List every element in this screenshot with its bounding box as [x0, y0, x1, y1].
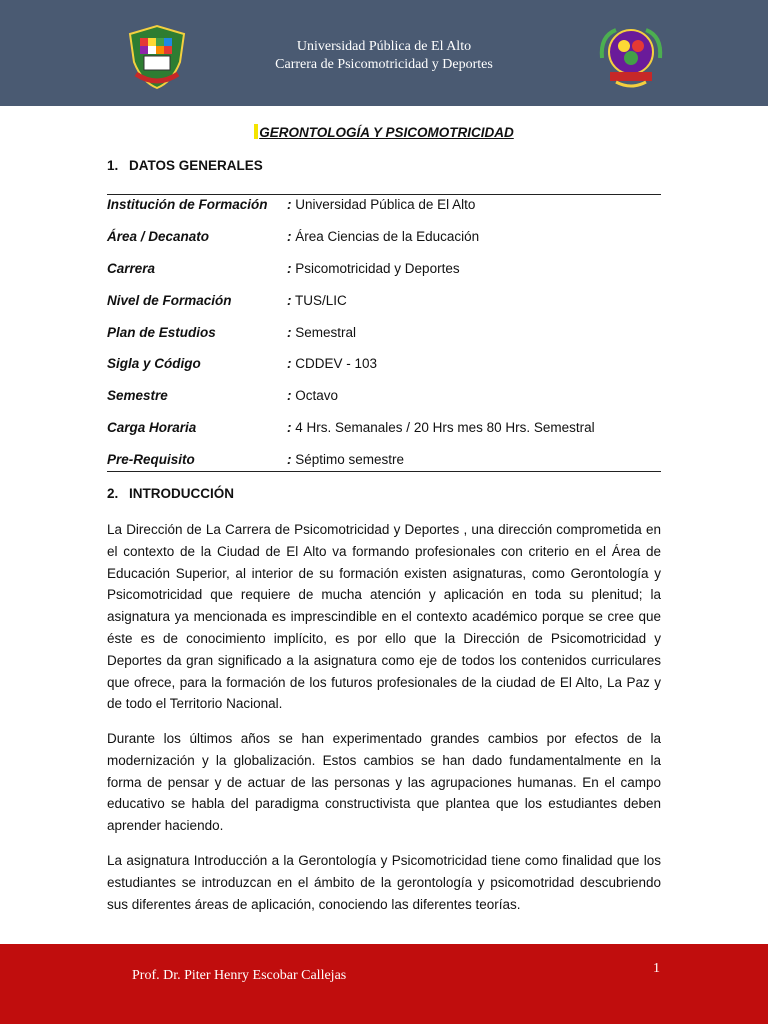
page-header — [0, 0, 768, 106]
info-row — [107, 418, 661, 438]
info-label: Sigla y Código — [107, 356, 201, 371]
info-label: Carga Horaria — [107, 420, 197, 435]
info-value: : TUS/LIC — [287, 293, 347, 308]
info-label: Pre-Requisito — [107, 452, 195, 467]
section-heading-intro — [107, 486, 234, 501]
info-value: : Séptimo semestre — [287, 452, 405, 467]
section-title: INTRODUCCIÓN — [129, 486, 234, 501]
info-value: : Psicomotricidad y Deportes — [287, 261, 460, 276]
section-heading-general — [107, 158, 263, 173]
info-label: Plan de Estudios — [107, 325, 216, 340]
info-value: : CDDEV - 103 — [287, 356, 378, 371]
info-value: : Universidad Pública de El Alto — [287, 197, 476, 212]
university-name: Universidad Pública de El Alto — [296, 39, 472, 54]
author-name: Prof. Dr. Piter Henry Escobar Callejas — [132, 968, 347, 983]
info-row — [107, 259, 661, 279]
info-label: Carrera — [107, 261, 156, 276]
section-number: 2. — [107, 486, 119, 501]
career-emblem-icon — [596, 22, 666, 92]
info-row — [107, 291, 661, 311]
info-value: : Semestral — [287, 325, 357, 340]
intro-paragraph: La Dirección de La Carrera de Psicomotricidad y Deportes , una dirección comprometida en el contexto de la Ciudad de El Alto va formando profesionales con criterio en el Área de Educación Superior, al interior de su formación existen asignaturas, como Gerontología y Psicomotricidad que requiere de mucha atención y aplicación en toda su plenitud; la asignatura ya mencionada es imprescindible en el contexto académico porque se cree que éste es de conocimiento implícito, es por ello que la Dirección de Psicomotricidad y Deportes da gran significado a la asignatura como eje de todos los contenidos curriculares que ofrece, para la formación de los futuros profesionales de la ciudad de El Alto, La Paz y de todo el Territorio Nacional. — [107, 522, 661, 712]
info-row — [107, 354, 661, 374]
info-label: Semestre — [107, 388, 168, 403]
info-row — [107, 386, 661, 406]
info-row — [107, 195, 661, 215]
info-row — [107, 227, 661, 247]
intro-paragraph: La asignatura Introducción a la Gerontología y Psicomotricidad tiene como finalidad que los estudiantes se introduzcan en el ámbito de la gerontología y psicomotridad descubriendo sus diferentes áreas de aplicación, conociendo las diferentes teorías. — [107, 853, 661, 912]
document-title-text: GERONTOLOGÍA Y PSICOMOTRICIDAD — [259, 125, 514, 140]
info-value: : Área Ciencias de la Educación — [287, 229, 480, 244]
document-title — [0, 124, 768, 140]
info-value: : Octavo — [287, 388, 339, 403]
info-row — [107, 323, 661, 343]
info-value: : 4 Hrs. Semanales / 20 Hrs mes 80 Hrs. Semestral — [287, 420, 595, 435]
info-label: Área / Decanato — [107, 229, 210, 244]
info-row — [107, 450, 661, 470]
intro-paragraph: Durante los últimos años se han experimentado grandes cambios por efectos de la modernización y la globalización. Estos cambios se han dado fundamentalmente en la forma de pensar y de actuar de las personas y las agrupaciones humanas. En el campo educativo se habla del paradigma constructivista que plantea que los estudiantes deben aprender haciendo. — [107, 731, 661, 834]
info-label: Institución de Formación — [107, 197, 268, 212]
page-footer — [0, 944, 768, 1024]
info-label: Nivel de Formación — [107, 293, 232, 308]
table-bottom-rule — [107, 471, 661, 472]
section-number: 1. — [107, 158, 119, 173]
page-number: 1 — [653, 961, 660, 976]
highlight-mark — [254, 124, 258, 139]
career-name: Carrera de Psicomotricidad y Deportes — [275, 57, 493, 72]
section-title: DATOS GENERALES — [129, 158, 263, 173]
